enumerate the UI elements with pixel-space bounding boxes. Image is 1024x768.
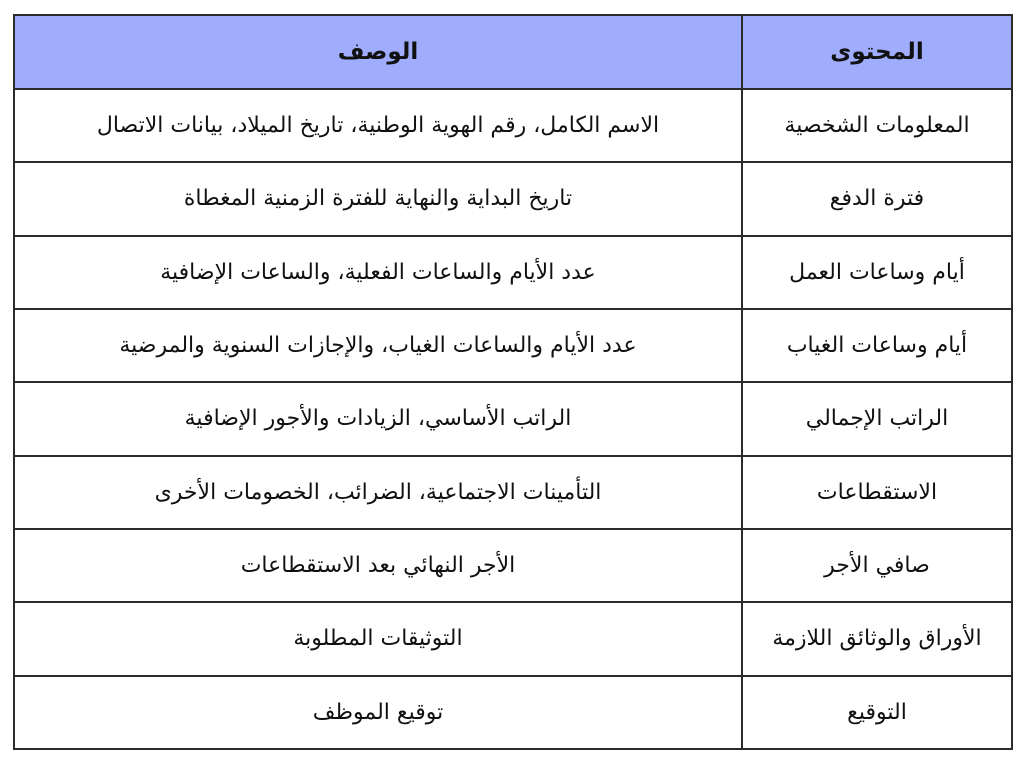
row-description-cell: التأمينات الاجتماعية، الضرائب، الخصومات الأخرى	[14, 456, 742, 529]
table-row	[14, 602, 1012, 675]
row-content-cell: فترة الدفع	[742, 162, 1012, 235]
row-content-cell: أيام وساعات الغياب	[742, 309, 1012, 382]
row-content-cell: الأوراق والوثائق اللازمة	[742, 602, 1012, 675]
row-description-cell: عدد الأيام والساعات الغياب، والإجازات السنوية والمرضية	[14, 309, 742, 382]
row-content-cell: أيام وساعات العمل	[742, 236, 1012, 309]
row-content-cell: التوقيع	[742, 676, 1012, 749]
row-description-cell: التوثيقات المطلوبة	[14, 602, 742, 675]
row-description-cell: توقيع الموظف	[14, 676, 742, 749]
table-row	[14, 529, 1012, 602]
payslip-contents-table	[13, 14, 1013, 750]
row-content-cell: صافي الأجر	[742, 529, 1012, 602]
table-row	[14, 382, 1012, 455]
row-description-cell: الأجر النهائي بعد الاستقطاعات	[14, 529, 742, 602]
table-row	[14, 236, 1012, 309]
row-content-cell: المعلومات الشخصية	[742, 89, 1012, 162]
table-row	[14, 676, 1012, 749]
table-row	[14, 309, 1012, 382]
row-description-cell: الاسم الكامل، رقم الهوية الوطنية، تاريخ الميلاد، بيانات الاتصال	[14, 89, 742, 162]
payslip-contents-table-container	[13, 14, 1011, 750]
header-description: الوصف	[14, 15, 742, 89]
table-row	[14, 456, 1012, 529]
row-description-cell: تاريخ البداية والنهاية للفترة الزمنية المغطاة	[14, 162, 742, 235]
row-content-cell: الاستقطاعات	[742, 456, 1012, 529]
table-row	[14, 162, 1012, 235]
row-description-cell: عدد الأيام والساعات الفعلية، والساعات الإضافية	[14, 236, 742, 309]
table-header-row	[14, 15, 1012, 89]
row-description-cell: الراتب الأساسي، الزيادات والأجور الإضافية	[14, 382, 742, 455]
header-content: المحتوى	[742, 15, 1012, 89]
row-content-cell: الراتب الإجمالي	[742, 382, 1012, 455]
table-row	[14, 89, 1012, 162]
